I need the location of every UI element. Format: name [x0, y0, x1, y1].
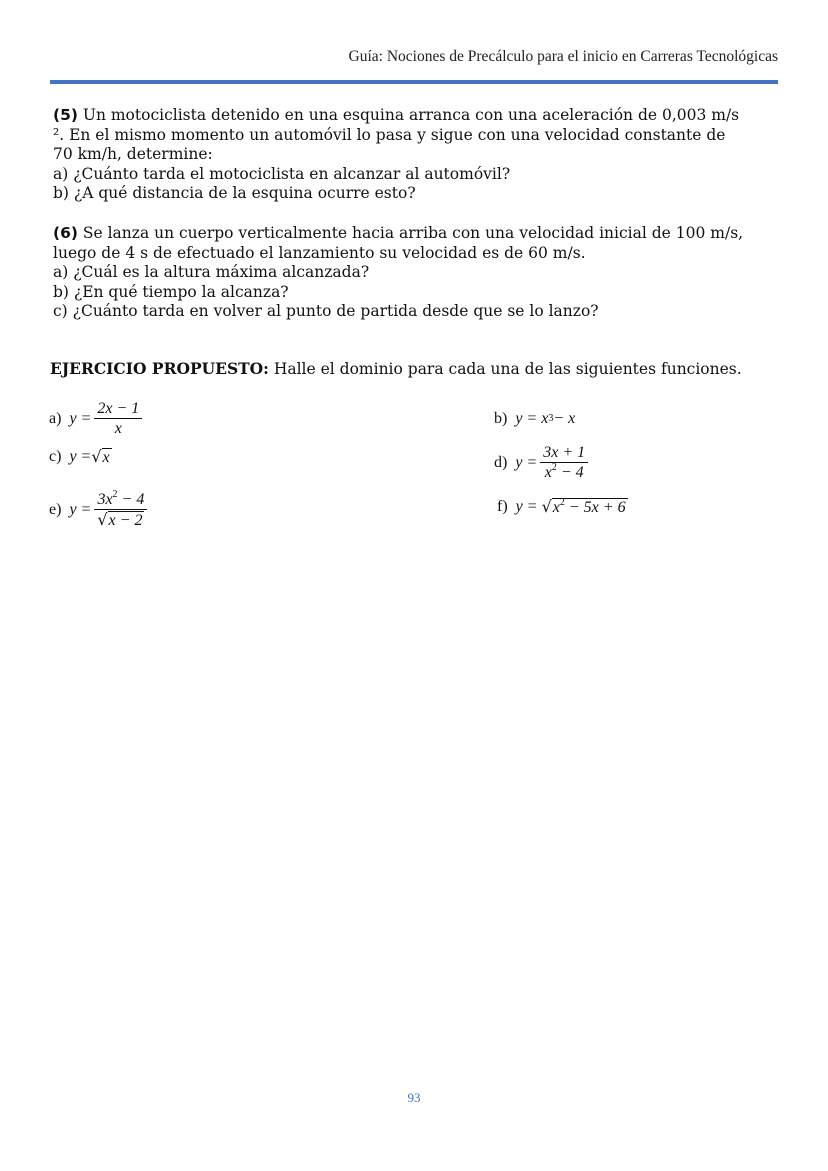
- radicand-rest: − 5x + 6: [564, 499, 626, 516]
- denominator: [542, 463, 587, 481]
- problem-5: [53, 106, 775, 204]
- square-root: [97, 511, 144, 529]
- problem-number: (6): [53, 224, 78, 242]
- exponent: 2: [112, 489, 118, 500]
- problem-line: [53, 224, 775, 244]
- numerator-rest: − 4: [117, 491, 145, 508]
- radicand: x − 2: [108, 512, 143, 529]
- square-root: [91, 448, 111, 466]
- exponent: 2: [559, 497, 565, 508]
- proposed-exercise: [50, 359, 742, 378]
- radical-icon: √: [97, 510, 108, 529]
- problem-6: [53, 224, 775, 322]
- equation-lhs: y = x: [515, 410, 549, 427]
- exercise-label: b): [494, 410, 508, 427]
- numerator-base: 3x: [97, 491, 113, 508]
- problem-line: 70 km/h, determine:: [53, 145, 213, 163]
- equation-lhs: y =: [69, 448, 92, 465]
- fraction: [540, 444, 588, 481]
- numerator: [94, 491, 147, 510]
- radical-icon: √: [91, 447, 102, 466]
- exponent: 2: [551, 462, 557, 473]
- radicand-base: x: [552, 499, 560, 516]
- exercise-label: f): [497, 498, 508, 515]
- exercise-label: e): [49, 501, 62, 518]
- equation-rest: − x: [553, 410, 576, 427]
- header-rule: [50, 80, 778, 84]
- problem-line: luego de 4 s de efectuado el lanzamiento su velocidad es de 60 m/s.: [53, 243, 586, 262]
- exercise-f: [497, 498, 628, 516]
- problem-question: b) ¿En qué tiempo la alcanza?: [53, 282, 289, 301]
- problem-text: Se lanza un cuerpo verticalmente hacia arriba con una velocidad inicial de 100 m/s,: [77, 224, 744, 242]
- denominator-base: x: [544, 464, 552, 481]
- exercise-d: [494, 444, 588, 481]
- square-root: [542, 498, 628, 516]
- exercise-e: [49, 491, 147, 529]
- header-title: Guía: Nociones de Precálculo para el inicio en Carreras Tecnológicas: [348, 48, 778, 65]
- problem-question: a) ¿Cuál es la altura máxima alcanzada?: [53, 263, 370, 281]
- equation-lhs: y =: [515, 498, 538, 515]
- problem-line: [53, 106, 775, 126]
- exercise-label: d): [494, 453, 508, 471]
- exercise-a: [49, 400, 142, 437]
- problem-text: Un motociclista detenido en una esquina arranca con una aceleración de 0,003 m/s: [77, 106, 740, 124]
- equation-lhs: y =: [69, 501, 92, 518]
- proposed-text: Halle el dominio para cada una de las siguientes funciones.: [268, 360, 742, 378]
- problem-line: ². En el mismo momento un automóvil lo pasa y sigue con una velocidad constante de: [53, 125, 726, 144]
- page-number: 93: [407, 1090, 421, 1105]
- denominator: [94, 510, 147, 529]
- exercise-label: a): [49, 409, 62, 427]
- problem-question: a) ¿Cuánto tarda el motociclista en alcanzar al automóvil?: [53, 164, 511, 183]
- equation-lhs: y =: [515, 453, 538, 471]
- numerator: 2x − 1: [94, 400, 142, 419]
- radical-icon: √: [541, 497, 552, 516]
- denominator: x: [114, 420, 122, 437]
- fraction: [94, 491, 147, 529]
- problem-question: b) ¿A qué distancia de la esquina ocurre esto?: [53, 184, 416, 202]
- exercise-c: [49, 448, 112, 466]
- radicand: [552, 498, 628, 516]
- exercise-b: b) y = x 3 − x: [494, 410, 576, 427]
- equation-lhs: y =: [69, 409, 92, 427]
- denominator-rest: − 4: [556, 464, 584, 481]
- problem-question: c) ¿Cuánto tarda en volver al punto de partida desde que se lo lanzo?: [53, 302, 599, 320]
- numerator: 3x + 1: [540, 444, 588, 463]
- exercise-label: c): [49, 448, 62, 465]
- fraction: [94, 400, 142, 437]
- problem-number: (5): [53, 106, 78, 124]
- proposed-heading: EJERCICIO PROPUESTO:: [50, 359, 269, 378]
- radicand: x: [102, 449, 110, 466]
